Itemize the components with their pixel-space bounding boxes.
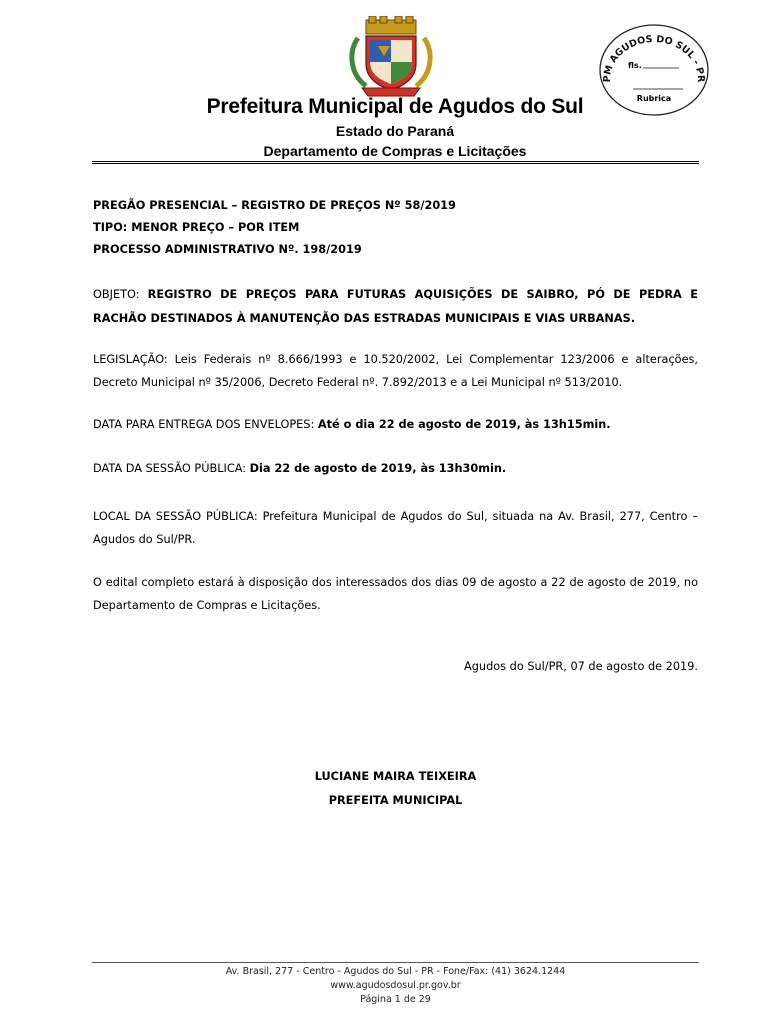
objeto-paragraph xyxy=(93,283,698,331)
state-subtitle: Estado do Paraná xyxy=(335,123,455,139)
footer-divider xyxy=(92,962,699,963)
entrega-paragraph xyxy=(93,418,698,431)
municipal-coat-of-arms-icon xyxy=(344,16,438,100)
signer-title: PREFEITA MUNICIPAL xyxy=(328,794,463,807)
local-paragraph: LOCAL DA SESSÃO PÚBLICA: Prefeitura Municipal de Agudos do Sul, situada na Av. Brasil, 277, Centro – Agudos do Sul/PR. xyxy=(93,510,698,546)
page-number: Página 1 de 29 xyxy=(360,994,431,1005)
stamp-ring-text: PM AGUDOS DO SUL - PR xyxy=(601,33,707,83)
legislacao-paragraph: LEGISLAÇÃO: Leis Federais nº 8.666/1993 e 10.520/2002, Lei Complementar 123/2006 e alterações, Decreto Municipal nº 35/2006, Decreto Federal nº. 7.892/2013 e a Lei Municipal nº 513/2010. xyxy=(93,353,698,389)
entrega-value: Até o dia 22 de agosto de 2019, às 13h15min. xyxy=(317,418,611,431)
entrega-label: DATA PARA ENTREGA DOS ENVELOPES: xyxy=(93,418,315,431)
place-date: Agudos do Sul/PR, 07 de agosto de 2019. xyxy=(464,660,698,673)
header-divider-secondary xyxy=(92,163,699,164)
page-title: Prefeitura Municipal de Agudos do Sul xyxy=(206,95,584,118)
objeto-text: REGISTRO DE PREÇOS PARA FUTURAS AQUISIÇÕES DE SAIBRO, PÓ DE PEDRA E RACHÃO DESTINADOS À MANUTENÇÃO DAS ESTRADAS MUNICIPAIS E VIAS URBANAS. xyxy=(93,288,698,325)
sessao-value: Dia 22 de agosto de 2019, às 13h30min. xyxy=(249,462,507,475)
tipo-heading: TIPO: MENOR PREÇO – POR ITEM xyxy=(93,221,300,234)
footer-website: www.agudosdosul.pr.gov.br xyxy=(330,980,461,991)
footer-address: Av. Brasil, 277 - Centro - Agudos do Sul - PR - Fone/Fax: (41) 3624.1244 xyxy=(225,966,566,977)
processo-heading: PROCESSO ADMINISTRATIVO Nº. 198/2019 xyxy=(93,243,362,256)
edital-paragraph: O edital completo estará à disposição dos interessados dos dias 09 de agosto a 22 de agosto de 2019, no Departamento de Compras e Licitações. xyxy=(93,576,698,612)
signer-name: LUCIANE MAIRA TEIXEIRA xyxy=(314,770,477,783)
stamp-fls-label: fls. xyxy=(628,61,642,70)
stamp-rubrica-label: Rubrica xyxy=(636,94,672,103)
header-divider xyxy=(92,161,699,162)
objeto-label: OBJETO: xyxy=(93,288,140,301)
sessao-label: DATA DA SESSÃO PÚBLICA: xyxy=(93,462,247,475)
pregao-heading: PREGÃO PRESENCIAL – REGISTRO DE PREÇOS Nº 58/2019 xyxy=(93,199,456,212)
department-subtitle: Departamento de Compras e Licitações xyxy=(263,143,527,159)
sessao-paragraph xyxy=(93,462,698,475)
svg-text:PM AGUDOS DO SUL - PR xyxy=(602,34,706,83)
